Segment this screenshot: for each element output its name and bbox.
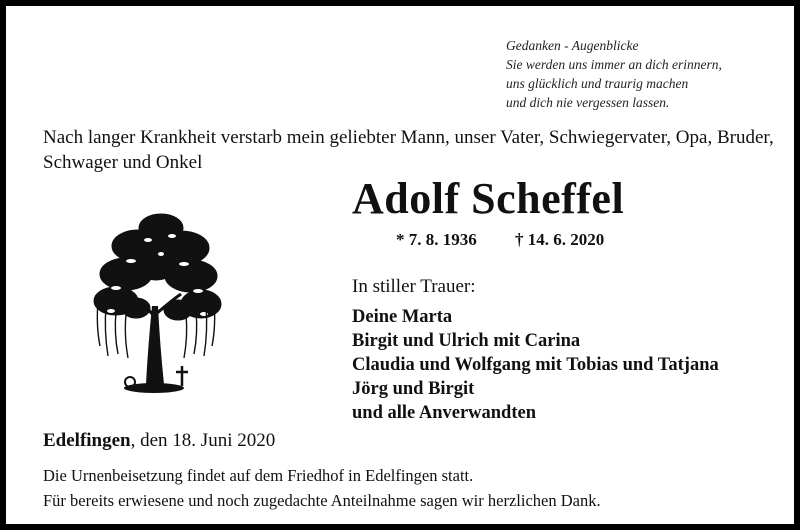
deceased-name: Adolf Scheffel bbox=[352, 174, 625, 223]
life-dates bbox=[396, 230, 604, 250]
poem-line: und dich nie vergessen lassen. bbox=[506, 95, 670, 110]
burial-note: Die Urnenbeisetzung findet auf dem Friedhof in Edelfingen statt. bbox=[43, 466, 474, 485]
poem-line: uns glücklich und traurig machen bbox=[506, 76, 689, 91]
mourner: Claudia und Wolfgang mit Tobias und Tatjana bbox=[352, 355, 719, 375]
mourner: Jörg und Birgit bbox=[352, 379, 475, 399]
poem-line: Gedanken - Augenblicke bbox=[506, 38, 639, 53]
death-date: † 14. 6. 2020 bbox=[515, 230, 605, 249]
mourner: Deine Marta bbox=[352, 307, 453, 327]
place: Edelfingen bbox=[43, 430, 131, 451]
weeping-willow-icon bbox=[86, 206, 226, 401]
date: , den 18. Juni 2020 bbox=[130, 430, 276, 451]
mourning-label: In stiller Trauer: bbox=[352, 276, 476, 297]
birth-date: * 7. 8. 1936 bbox=[396, 230, 477, 249]
thanks-note: Für bereits erwiesene und noch zugedachte Anteilnahme sagen wir herzlichen Dank. bbox=[43, 491, 601, 510]
poem-line: Sie werden uns immer an dich erinnern, bbox=[506, 57, 722, 72]
intro-text: Nach langer Krankheit verstarb mein geliebter Mann, unser Vater, Schwiegervater, Opa, Bruder, Schwager und Onkel bbox=[43, 127, 774, 173]
mourner-list bbox=[352, 305, 719, 425]
mourner: und alle Anverwandten bbox=[352, 403, 537, 423]
mourner: Birgit und Ulrich mit Carina bbox=[352, 331, 581, 351]
place-date bbox=[43, 430, 275, 452]
notes bbox=[43, 463, 601, 513]
poem bbox=[506, 36, 796, 112]
